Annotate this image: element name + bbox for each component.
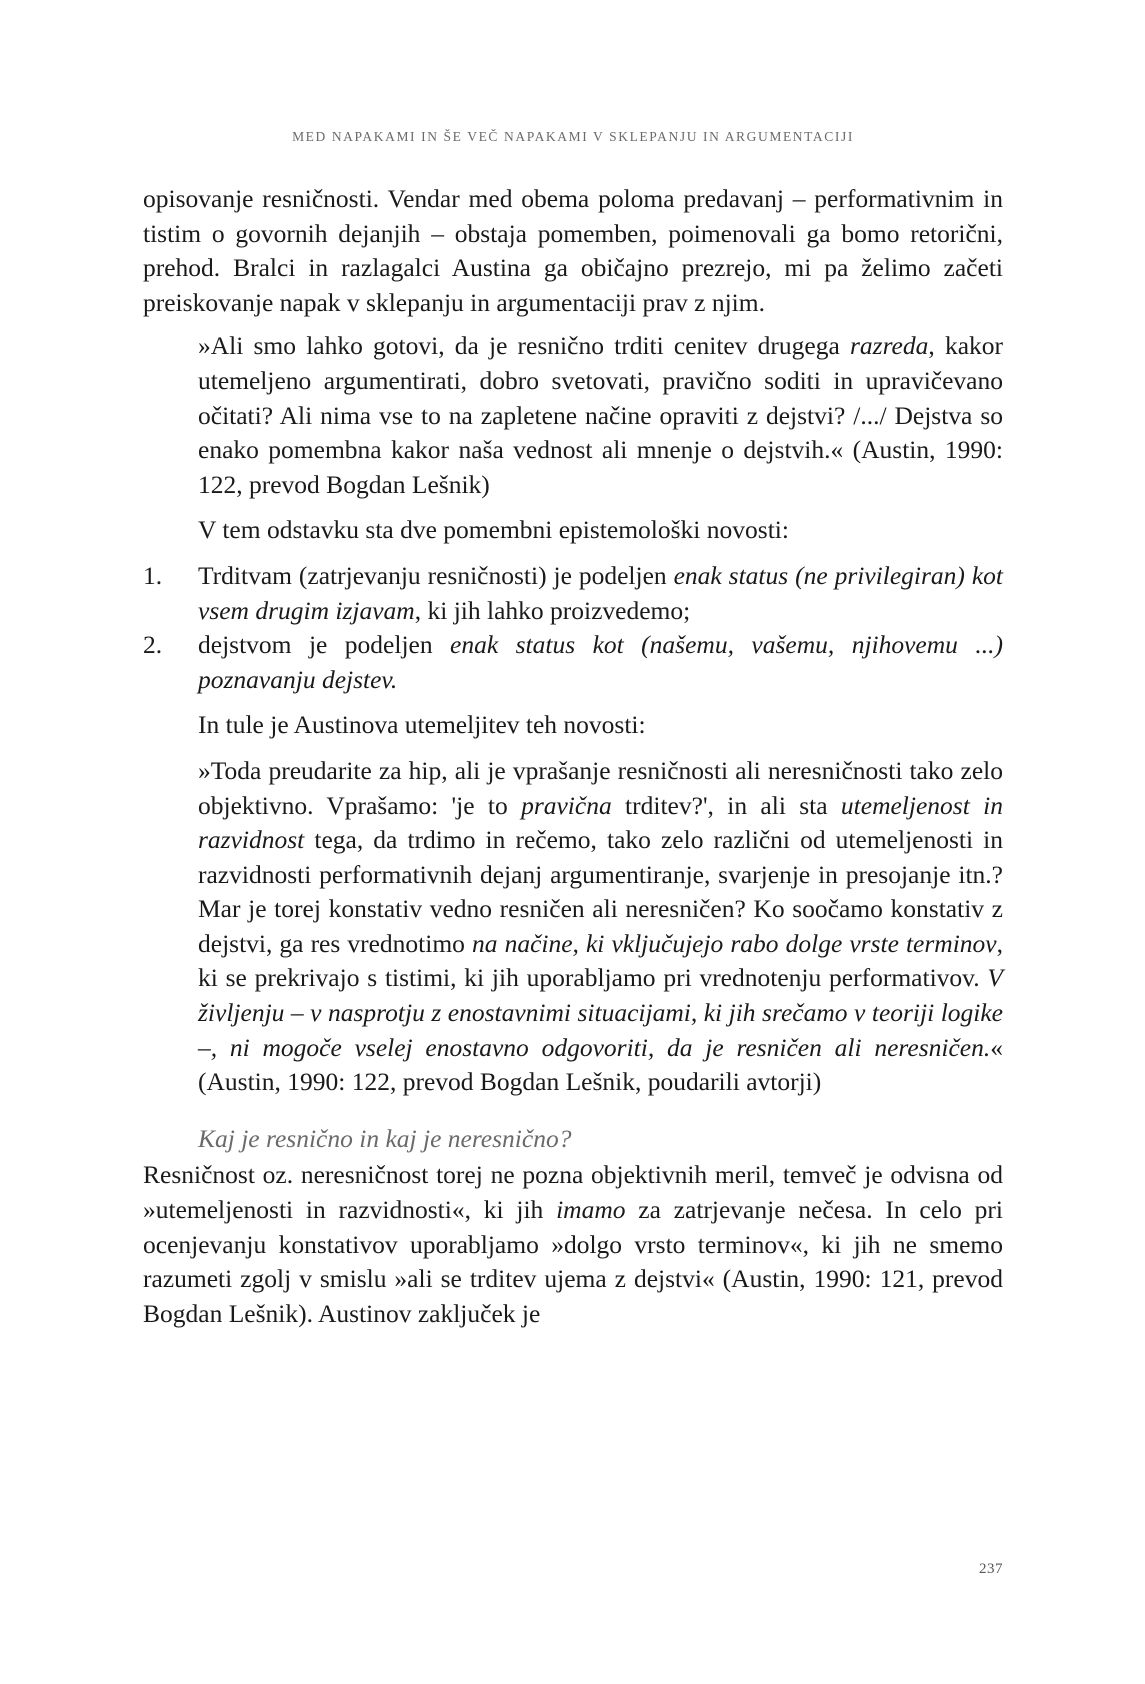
numbered-list [143,559,1003,697]
quote-text: »Ali smo lahko gotovi, da je resnično trditi cenitev drugega [198,331,850,361]
list-text: Trditvam (zatrjevanju resničnosti) je podeljen [198,560,674,590]
quote-text: trditev?', in ali sta [611,790,841,820]
paragraph-opening: opisovanje resničnosti. Vendar med obema poloma predavanj – performativnim in tistim o govornih dejanjih – obstaja pomemben, poimenovali ga bomo retorični, prehod. Bralci in razlagalci Austina ga običajno prezrejo, mi pa želimo začeti preiskovanje napak v sklepanju in argumentaciji prav z njim. [143,184,1003,317]
list-emphasis: enak status kot (našemu, vašemu, njihovemu ...) poznavanju dejstev. [198,630,1003,694]
quote-emphasis: utemeljenost in razvidnost [198,790,1003,855]
quote-text: « (Austin, 1990: 122, prevod Bogdan Lešnik, poudarili avtorji) [198,1032,1003,1097]
quote-emphasis: pravična [521,790,612,820]
block-quote-2 [198,754,1003,1100]
quote-text: , ki se prekrivajo s tistimi, ki jih uporabljamo pri vrednotenju performativov. [198,928,1003,993]
paragraph-closing [143,1158,1003,1331]
section-subheading: Kaj je resnično in kaj je neresnično? [198,1123,572,1153]
paragraph-emphasis: imamo [556,1195,626,1225]
quote-emphasis: razreda [849,331,929,361]
running-head: MED NAPAKAMI IN ŠE VEČ NAPAKAMI V SKLEPANJU IN ARGUMENTACIJI [292,129,854,144]
block-quote-1 [198,329,1003,502]
quote-emphasis: na načine, ki vključujejo rabo dolge vrste terminov [472,928,997,958]
list-item [143,559,1003,628]
quote-text: , kakor utemeljeno argumentirati, dobro svetovati, pravično soditi in upravičevano očitati? Ali nima vse to na zapletene načine opraviti z dejstvi? /.../ Dejstva so enako pomembna kakor naša vednost ali mnenje o dejstvih.« (Austin, 1990: 122, prevod Bogdan Lešnik) [198,331,1004,499]
list-number: 2. [143,630,163,660]
list-item [143,628,1003,697]
quote-text: »Toda preudarite za hip, ali je vprašanje resničnosti ali neresničnosti tako zelo objektivno. Vprašamo: 'je to [198,755,1003,820]
body-text [143,182,1003,1340]
list-text: , ki jih lahko proizvedemo; [414,595,691,625]
list-text: dejstvom je podeljen [198,630,451,660]
list-emphasis: enak status (ne privilegiran) kot vsem drugim izjavam [198,560,1003,625]
quote-intro: In tule je Austinova utemeljitev teh novosti: [198,710,646,740]
quote-emphasis: V življenju – v nasprotju z enostavnimi situacijami, ki jih srečamo v teoriji logike –, ni mogoče vselej enostavno odgovoriti, da je resničen ali neresničen. [198,963,1003,1062]
page-number: 237 [979,1561,1003,1577]
list-number: 1. [143,560,163,590]
list-intro: V tem odstavku sta dve pomembni epistemološki novosti: [198,515,789,545]
paragraph-text: za zatrjevanje nečesa. In celo pri ocenjevanju konstativov uporabljamo »dolgo vrsto terminov«, ki jih ne smemo razumeti zgolj v smislu »ali se trditev ujema z dejstvi« (Austin, 1990: 121, prevod Bogdan Lešnik). Austinov zaključek je [143,1195,1003,1328]
paragraph-text: Resničnost oz. neresničnost torej ne pozna objektivnih meril, temveč je odvisna od »utemeljenosti in razvidnosti«, ki jih [143,1160,1003,1225]
quote-text: tega, da trdimo in rečemo, tako zelo različni od utemeljenosti in razvidnosti performativnih dejanj argumentiranje, svarjenje in presojanje itn.? Mar je torej konstativ vedno resničen ali neresničen? Ko soočamo konstativ z dejstvi, ga res vrednotimo [198,825,1003,958]
